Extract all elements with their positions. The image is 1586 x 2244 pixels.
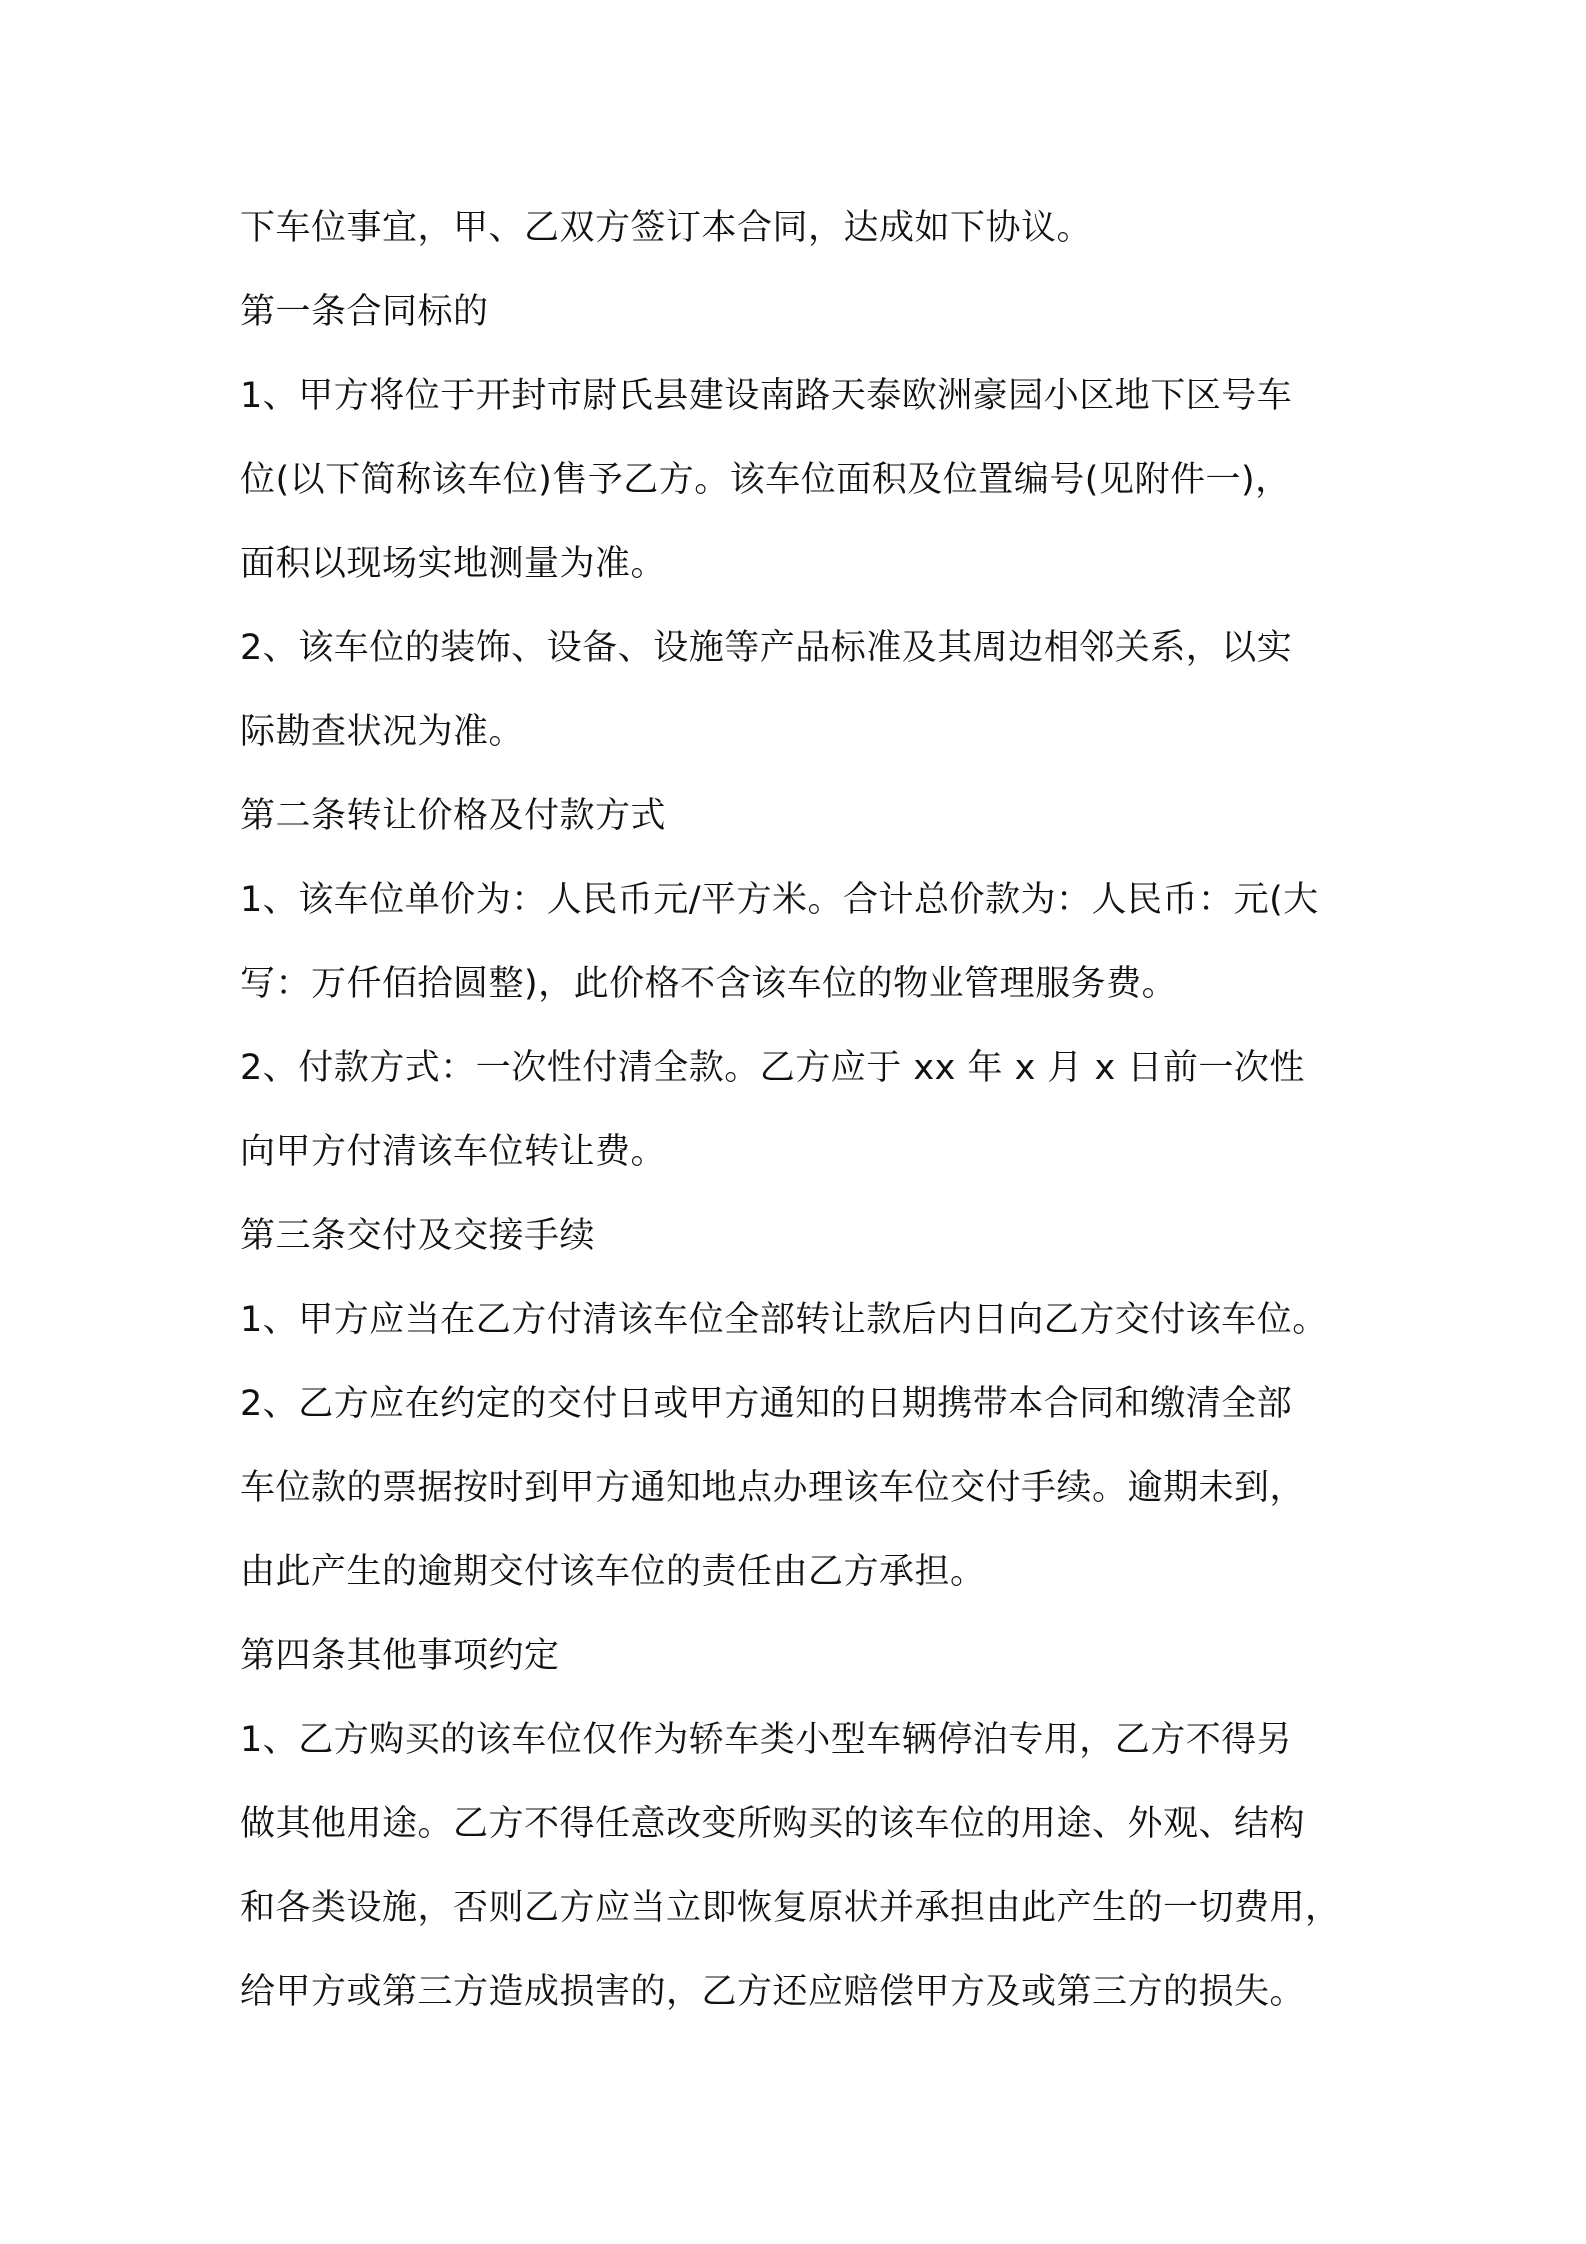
paragraph-line: 1、甲方将位于开封市尉氏县建设南路天泰欧洲豪园小区地下区号车 [240, 376, 1293, 416]
paragraph-line: 面积以现场实地测量为准。 [240, 544, 667, 584]
section-heading: 第三条交付及交接手续 [240, 1216, 596, 1256]
paragraph-line: 位(以下简称该车位)售予乙方。该车位面积及位置编号(见附件一)， [240, 460, 1291, 500]
paragraph-line: 向甲方付清该车位转让费。 [240, 1132, 667, 1172]
paragraph-line: 写：万仟佰拾圆整)，此价格不含该车位的物业管理服务费。 [240, 964, 1178, 1004]
section-heading: 第四条其他事项约定 [240, 1636, 560, 1676]
paragraph-line: 1、甲方应当在乙方付清该车位全部转让款后内日向乙方交付该车位。 [240, 1300, 1328, 1340]
paragraph-line: 车位款的票据按时到甲方通知地点办理该车位交付手续。逾期未到， [240, 1468, 1306, 1508]
paragraph-line: 际勘查状况为准。 [240, 712, 525, 752]
paragraph-line: 1、该车位单价为：人民币元/平方米。合计总价款为：人民币：元(大 [240, 880, 1319, 920]
paragraph-line: 2、该车位的装饰、设备、设施等产品标准及其周边相邻关系，以实 [240, 628, 1293, 668]
section-heading: 第二条转让价格及付款方式 [240, 796, 667, 836]
paragraph-line: 由此产生的逾期交付该车位的责任由乙方承担。 [240, 1552, 986, 1592]
paragraph-line: 给甲方或第三方造成损害的，乙方还应赔偿甲方及或第三方的损失。 [240, 1972, 1306, 2012]
paragraph-line: 下车位事宜，甲、乙双方签订本合同，达成如下协议。 [240, 208, 1093, 248]
paragraph-line: 1、乙方购买的该车位仅作为轿车类小型车辆停泊专用，乙方不得另 [240, 1720, 1293, 1760]
paragraph-line: 和各类设施，否则乙方应当立即恢复原状并承担由此产生的一切费用， [240, 1888, 1341, 1928]
section-heading: 第一条合同标的 [240, 292, 489, 332]
paragraph-line: 做其他用途。乙方不得任意改变所购买的该车位的用途、外观、结构 [240, 1804, 1306, 1844]
paragraph-line: 2、付款方式：一次性付清全款。乙方应于 xx 年 x 月 x 日前一次性 [240, 1048, 1305, 1088]
paragraph-line: 2、乙方应在约定的交付日或甲方通知的日期携带本合同和缴清全部 [240, 1384, 1293, 1424]
